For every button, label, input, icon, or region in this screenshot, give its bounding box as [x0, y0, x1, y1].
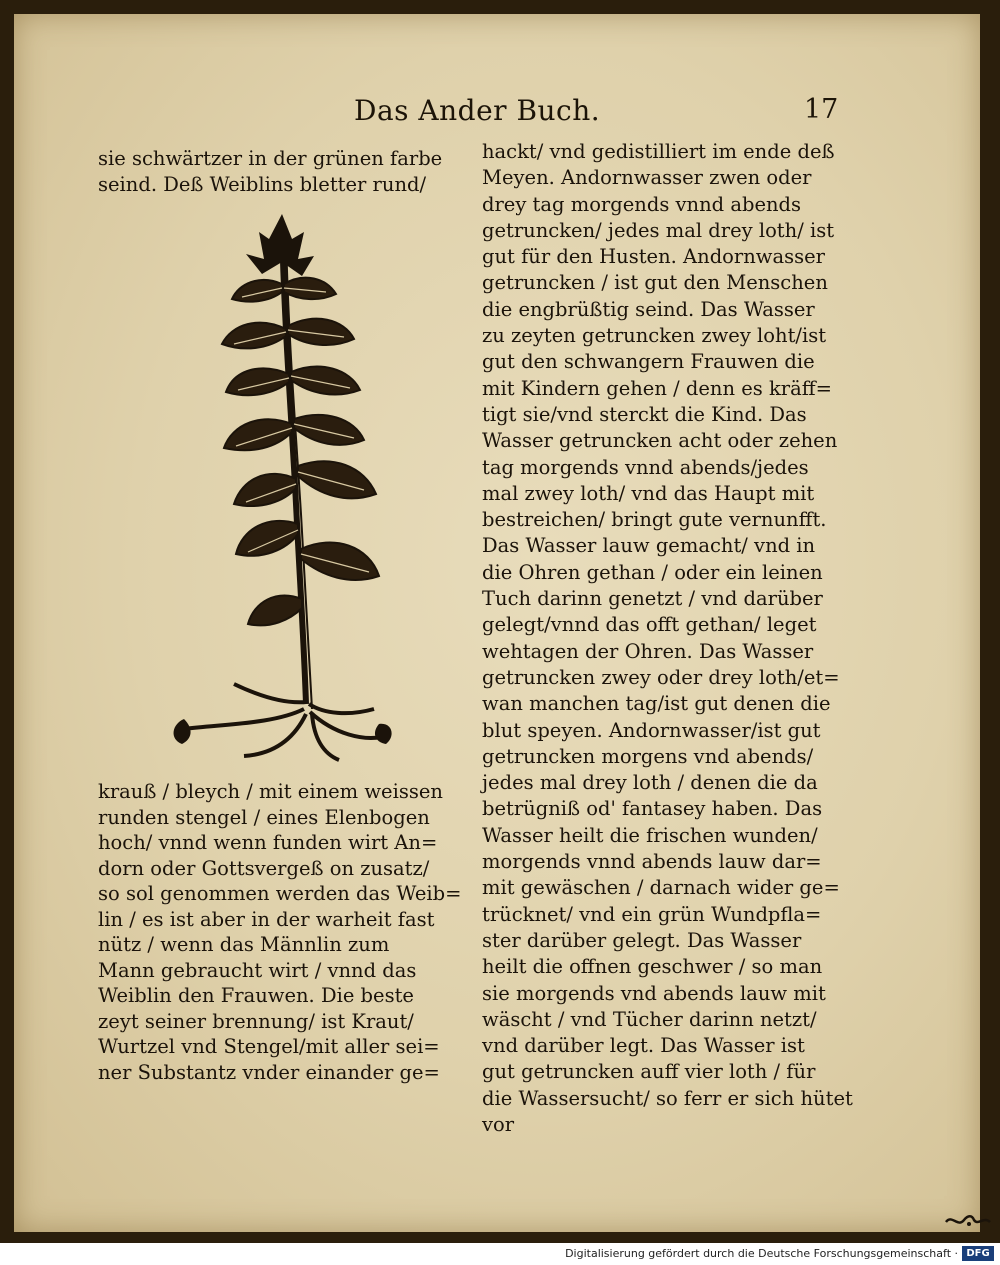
text-line: Wasser getruncken acht oder zehen — [482, 429, 838, 453]
text-line: betrügniß od' fantasey haben. Das — [482, 797, 823, 821]
text-line: wan manchen tag/ist gut denen die — [482, 692, 831, 716]
text-line: vnd darüber legt. Das Wasser ist — [482, 1034, 805, 1058]
text-line: mit gewäschen / darnach wider ge= — [482, 876, 840, 900]
text-line: gut den schwangern Frauwen die — [482, 350, 815, 374]
woodcut-plant-illustration — [164, 204, 394, 769]
text-line: Das Wasser lauw gemacht/ vnd in — [482, 534, 816, 558]
text-line: wehtagen der Ohren. Das Wasser — [482, 639, 814, 663]
text-line: trücknet/ vnd ein grün Wundpfla= — [482, 902, 822, 926]
text-line: jedes mal drey loth / denen die da — [482, 771, 818, 795]
text-line: sie schwärtzer in der grünen farbe — [98, 147, 443, 170]
page-number: 17 — [804, 94, 839, 125]
book-page — [14, 14, 980, 1232]
text-line: getruncken morgens vnd abends/ — [482, 744, 814, 768]
left-column-top — [98, 146, 442, 197]
text-line: heilt die offnen geschwer / so man — [482, 955, 823, 979]
text-line: tag morgends vnnd abends/jedes — [482, 455, 809, 479]
left-column-bottom — [98, 779, 461, 1085]
text-line: nütz / wenn das Männlin zum — [98, 933, 390, 956]
text-line: Weiblin den Frauwen. Die beste — [98, 984, 414, 1007]
text-line: tigt sie/vnd sterckt die Kind. Das — [482, 402, 807, 426]
right-column — [482, 139, 853, 1138]
text-line: gut für den Husten. Andornwasser — [482, 245, 825, 269]
text-line: morgends vnnd abends lauw dar= — [482, 850, 822, 874]
text-line: dorn oder Gottsvergeß on zusatz/ — [98, 856, 430, 880]
text-line: runden stengel / eines Elenbogen — [98, 805, 430, 829]
text-line: die Ohren gethan / oder ein leinen — [482, 560, 823, 584]
text-line: zu zeyten getruncken zwey loht/ist — [482, 324, 827, 348]
text-line: bestreichen/ bringt gute vernunfft. — [482, 508, 827, 532]
text-line: getruncken zwey oder drey loth/et= — [482, 665, 840, 689]
text-line: hackt/ vnd gedistilliert im ende deß — [482, 140, 835, 163]
text-line: mit Kindern gehen / denn es kräff= — [482, 376, 832, 400]
text-line: Mann gebraucht wirt / vnnd das — [98, 958, 417, 982]
text-line: Wurtzel vnd Stengel/mit aller sei= — [98, 1035, 440, 1058]
text-line: ster darüber gelegt. Das Wasser — [482, 928, 802, 952]
text-line: seind. Deß Weiblins bletter rund/ — [98, 172, 427, 196]
text-line: getruncken/ jedes mal drey loth/ ist — [482, 218, 835, 242]
text-line: Tuch darinn genetzt / vnd darüber — [482, 587, 823, 611]
text-line: wäscht / vnd Tücher darinn netzt/ — [482, 1007, 817, 1031]
digitization-credit: Digitalisierung gefördert durch die Deutsche Forschungsgemeinschaft · — [565, 1247, 958, 1260]
text-line: krauß / bleych / mit einem weissen — [98, 780, 443, 803]
text-line: so sol genommen werden das Weib= — [98, 882, 462, 905]
text-line: ner Substantz vnder einander ge= — [98, 1060, 440, 1084]
text-line: Wasser heilt die frischen wunden/ — [482, 823, 818, 847]
text-line: die engbrüßtig seind. Das Wasser — [482, 297, 815, 321]
dfg-logo-badge: DFG — [962, 1246, 994, 1261]
text-line: vor — [482, 1112, 515, 1136]
text-line: die Wassersucht/ so ferr er sich hütet — [482, 1086, 853, 1110]
text-line: lin / es ist aber in der warheit fast — [98, 907, 435, 931]
text-line: mal zwey loth/ vnd das Haupt mit — [482, 481, 815, 505]
footer-bar — [0, 1243, 1000, 1265]
text-line: gut getruncken auff vier loth / für — [482, 1060, 816, 1084]
text-line: zeyt seiner brennung/ ist Kraut/ — [98, 1009, 414, 1033]
running-head: Das Ander Buch. — [354, 94, 601, 127]
fleuron-ornament-icon — [944, 1210, 992, 1232]
text-line: gelegt/vnnd das offt gethan/ leget — [482, 613, 817, 637]
text-line: getruncken / ist gut den Menschen — [482, 271, 828, 295]
text-line: Meyen. Andornwasser zwen oder — [482, 166, 812, 190]
text-line: sie morgends vnd abends lauw mit — [482, 981, 826, 1005]
text-line: drey tag morgends vnnd abends — [482, 192, 802, 216]
text-line: hoch/ vnnd wenn funden wirt An= — [98, 831, 438, 854]
text-line: blut speyen. Andornwasser/ist gut — [482, 718, 821, 742]
